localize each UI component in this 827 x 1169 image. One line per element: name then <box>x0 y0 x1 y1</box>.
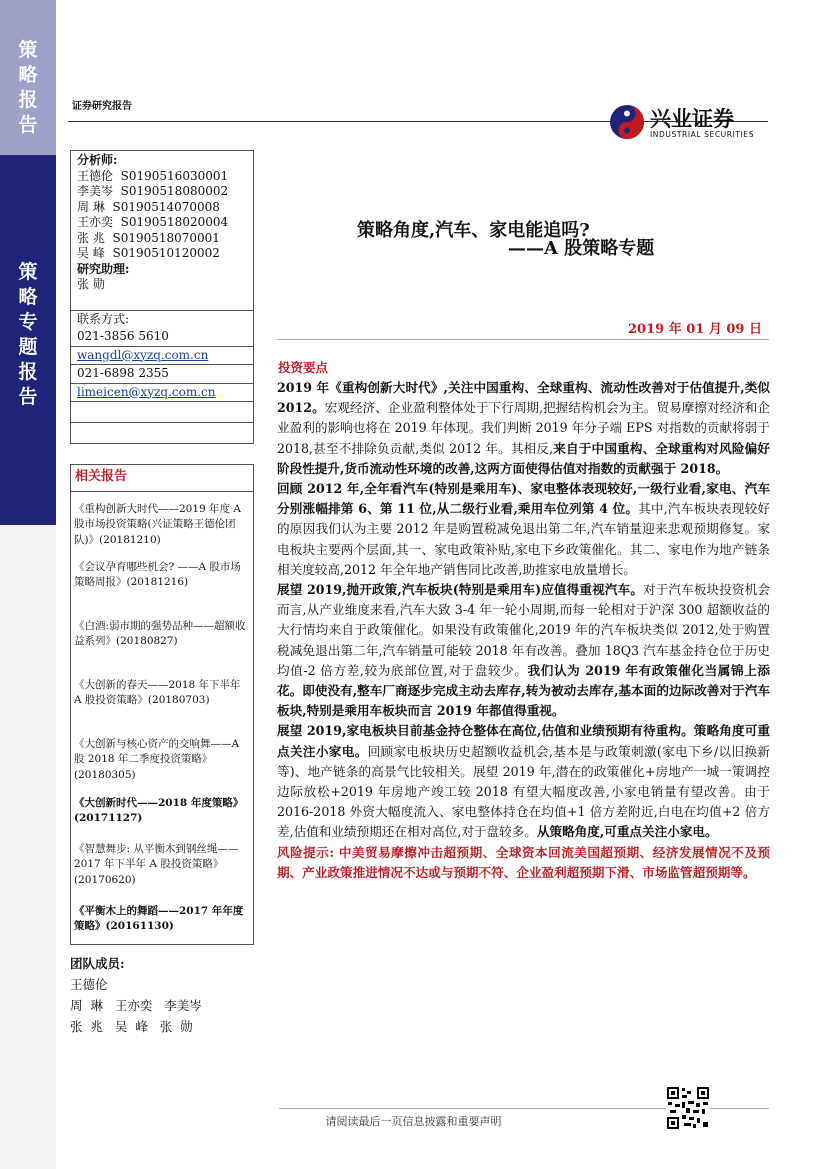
analyst-row <box>77 184 247 200</box>
empty-cell <box>71 422 253 443</box>
report-title: 策略角度,汽车、家电能追吗? <box>357 220 590 241</box>
paragraph-emphasis: 我们认为 2019 年有政策催化当属锦上添花。即使没有,整车厂商逐步完成主动去库存,转为被动去库存,基本面的边际改善对于汽车板块,特别是乘用车板块而言 2019 年都值得重视。 <box>277 662 771 719</box>
assistant-name: 张 勋 <box>77 277 105 291</box>
body-paragraph <box>277 479 770 580</box>
logo-en-text: INDUSTRIAL SECURITIES <box>650 130 755 139</box>
related-item[interactable]: 《重构创新大时代——2019 年度 A 股市场投资策略(兴证策略王德伦团队)》(20181210) <box>74 502 241 546</box>
paragraph-emphasis: 从策略角度,可重点关注小家电。 <box>536 824 718 840</box>
paragraph-lead: 回顾 2012 年,全年看汽车(特别是乘用车)、家电整体表现较好,一级行业看,家电、汽车分别涨幅排第 6、第 11 位,从二级行业看,乘用车位列第 4 位。 <box>277 481 770 517</box>
report-date: 2019 年 01 月 09 日 <box>628 322 762 337</box>
analyst-name: 吴 峰 <box>77 246 105 260</box>
report-subtitle: ——A 股策略专题 <box>508 238 655 259</box>
related-item[interactable]: 《大创新与核心资产的交响舞——A 股 2018 年二季度投资策略》(20180305) <box>74 737 240 781</box>
strip-top-char: 报 <box>18 89 38 111</box>
analyst-row <box>77 200 247 216</box>
report-body <box>277 378 770 883</box>
contact-title: 联系方式: <box>71 310 253 329</box>
related-item[interactable]: 《会议孕育哪些机会? ——A 股市场策略周报》(20181216) <box>74 560 241 588</box>
section-title: 投资要点 <box>278 360 329 375</box>
analyst-id: S0190516030001 <box>120 168 229 183</box>
strip-mid-char: 题 <box>18 336 38 358</box>
strip-top-band <box>0 0 56 155</box>
contact-phone: 021-6898 2355 <box>71 364 253 383</box>
paragraph-lead: 展望 2019,抛开政策,汽车板块(特别是乘用车)应值得重视汽车。 <box>277 582 643 598</box>
strip-top-char: 策 <box>18 39 38 61</box>
strip-mid-char: 告 <box>18 386 38 408</box>
analyst-name: 王亦奕 <box>77 215 114 229</box>
related-item[interactable]: 《智慧舞步: 从平衡木到钢丝绳——2017 年下半年 A 股投资策略》(20170620) <box>74 842 239 886</box>
email-link[interactable]: limeicen@xyzq.com.cn <box>77 384 216 399</box>
analyst-id: S0190518070001 <box>112 230 220 245</box>
body-paragraph <box>277 378 770 479</box>
strip-mid-char: 专 <box>18 311 38 333</box>
analyst-row <box>77 246 247 262</box>
analyst-row <box>77 169 247 185</box>
empty-cell <box>71 401 253 422</box>
strip-top-char: 告 <box>18 114 38 136</box>
date-rule <box>277 339 769 340</box>
strip-mid-band <box>0 155 56 525</box>
email-link[interactable]: wangdl@xyzq.com.cn <box>77 347 209 362</box>
strip-mid-char: 策 <box>18 261 38 283</box>
contact-email-cell <box>71 346 253 365</box>
team-title: 团队成员: <box>70 956 125 971</box>
analyst-name: 周 琳 <box>77 199 105 214</box>
analyst-name: 张 兆 <box>77 230 105 245</box>
info-panel <box>70 150 254 945</box>
related-item[interactable]: 《白酒:弱市期的强势品种——超额收益系列》(20180827) <box>74 619 246 647</box>
analyst-id: S0190514070008 <box>112 199 220 214</box>
body-paragraph <box>277 580 770 721</box>
paragraph-text: 宏观经济、企业盈利整体处于下行周期,把握结构机会为主。贸易摩擦对经济和企业盈利的影响也将在 2019 年体现。我们判断 2019 年分子端 EPS 对指数的贡献将弱于 2018,甚至不排除负贡献,类似 2012 年。其相反, <box>277 400 770 456</box>
paragraph-lead: 2019 年《重构创新大时代》,关注中国重构、全球重构、流动性改善对于估值提升,类似 2012。 <box>277 380 770 416</box>
body-paragraph <box>277 721 770 842</box>
related-item[interactable]: 《大创新时代——2018 年度策略》(20171127) <box>74 796 244 824</box>
logo-cn-text: 兴业证券 <box>650 107 734 131</box>
risk-warning: 风险提示: 中美贸易摩擦冲击超预期、全球资本回流美国超预期、经济发展情况不及预期、产业政策推进情况不达或与预期不符、企业盈利超预期下滑、市场监管超预期等。 <box>277 844 770 880</box>
related-item[interactable]: 《大创新的春天——2018 年下半年 A 股投资策略》(20180703) <box>74 678 241 706</box>
contact-phone: 021-3856 5610 <box>77 329 169 343</box>
analyst-title: 分析师: <box>77 153 118 167</box>
analyst-box <box>70 150 254 444</box>
strip-mid-char: 略 <box>18 286 38 308</box>
strip-mid-char: 报 <box>18 361 38 383</box>
paragraph-emphasis: 来自于中国重构、全球重构对风险偏好阶段性提升,货币流动性环境的改善,这两方面使得估值对指数的贡献强于 2018。 <box>277 440 770 476</box>
related-reports-box <box>70 464 254 945</box>
analyst-name: 李美岑 <box>77 184 114 198</box>
analyst-id: S0190510120002 <box>112 246 220 260</box>
team-members <box>70 953 254 1037</box>
assistant-title: 研究助理: <box>77 261 130 276</box>
strip-top-char: 略 <box>18 64 38 86</box>
team-row: 王德伦 <box>70 977 108 992</box>
qr-code-icon <box>666 1086 710 1130</box>
paragraph-text: 对于汽车板块投资机会而言,从产业维度来看,汽车大致 3-4 年一轮小周期,而每一轮相对于沪深 300 超额收益的大行情均来自于政策催化。如果没有政策催化,2019 年的汽车板块类似 2012,处于购置税减免退出第二年,汽车销量可能较 2018 年有改善。叠加 18Q3 汽车基金持仓位于历史均值-2 倍方差,较为底部位置,对于盘较少。 <box>277 582 771 678</box>
report-type-label: 证券研究报告 <box>72 101 132 112</box>
paragraph-lead: 展望 2019,家电板块目前基金持仓整体在高位,估值和业绩预期有待重构。策略角度可重点关注小家电。 <box>277 723 770 759</box>
analyst-section <box>71 151 253 310</box>
analyst-row <box>77 215 247 231</box>
team-row: 周 琳 王亦奕 李美岑 <box>70 998 202 1013</box>
analyst-row <box>77 231 247 247</box>
company-logo-icon <box>608 103 646 141</box>
team-row: 张 兆 吴 峰 张 勋 <box>70 1019 193 1034</box>
related-item[interactable]: 《平衡木上的舞蹈——2017 年年度策略》(20161130) <box>74 904 244 932</box>
analyst-id: S0190518020004 <box>120 215 229 229</box>
related-title: 相关报告 <box>71 465 253 492</box>
footer-disclaimer[interactable]: 请阅读最后一页信息披露和重要声明 <box>325 1115 502 1128</box>
analyst-id: S0190518080002 <box>120 184 229 198</box>
paragraph-text: 其中,汽车板块表现较好的原因我们认为主要 2012 年是购置税减免退出第二年,汽车销量迎来悲观预期修复。家电板块主要两个层面,其一、家电政策补贴,家电下乡政策催化。其二、家电作为地产链条相关度较高,2012 年全年地产销售同比改善,助推家电放量增长。 <box>277 501 770 577</box>
paragraph-text: 回顾家电板块历史超额收益机会,基本是与政策刺激(家电下乡/以旧换新等)、地产链条的高景气比较相关。展望 2019 年,潜在的政策催化+房地产一城一策调控边际放松+2019 年房地产竣工较 2018 有望大幅度改善,小家电销量有望改善。由于 2016-2018 外资大幅度流入、家电整体持仓在均值+1 倍方差附近,白电在均值+2 倍方差,估值和业绩预期还在相对高位,对于盘较多。 <box>277 743 771 840</box>
contact-email-cell <box>71 383 253 402</box>
analyst-name: 王德伦 <box>77 168 114 183</box>
